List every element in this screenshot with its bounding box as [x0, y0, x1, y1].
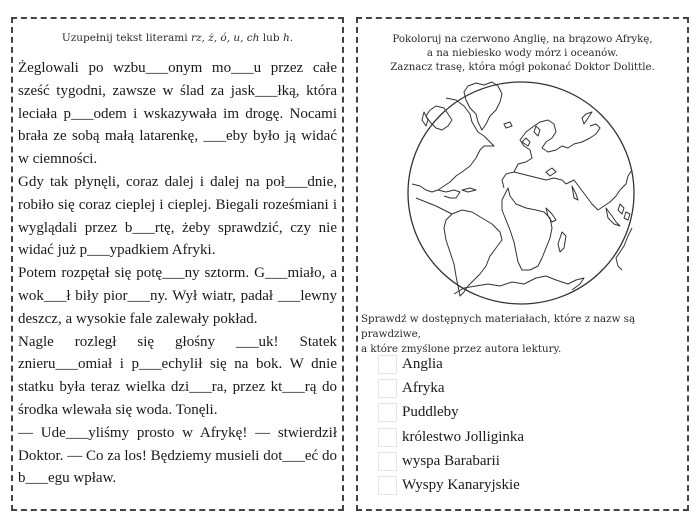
story-paragraph: Nagle rozległ się głośny ___uk! Statek znieru___omiał i p___echylił się na bok. W dnie statku była teraz wielka dzi___ra, przez kt___rą do środka wlewała się woda. Tonęli.: [18, 333, 337, 418]
checklist-label: wyspa Barabarii: [402, 452, 500, 469]
checkbox[interactable]: [378, 476, 397, 495]
instruction-text-middle: lub: [259, 32, 283, 44]
story-text: [18, 57, 337, 490]
checklist-item[interactable]: [378, 473, 524, 497]
story-paragraph: Żeglowali po wzbu___onym mo___u przez całe sześć tygodni, zawsze w ślad za jask___łką, która leciała p___odem i wskazywała im drogę. Nocami brała ze sobą małą latarenkę, ___eby było ją widać w ciemności.: [18, 60, 337, 168]
checkbox[interactable]: [378, 379, 397, 398]
instruction-line: Sprawdź w dostępnych materiałach, które z nazw są prawdziwe,: [361, 313, 636, 340]
checkbox[interactable]: [378, 355, 397, 374]
checklist-label: Puddleby: [402, 404, 459, 421]
checkbox[interactable]: [378, 452, 397, 471]
checklist-label: Afryka: [402, 379, 445, 396]
checkbox[interactable]: [378, 428, 397, 447]
checklist-item[interactable]: [378, 425, 524, 449]
map-and-names-panel: [356, 17, 689, 511]
checklist-label: Anglia: [402, 355, 443, 372]
instruction-line: a na niebiesko wody mórz i oceanów.: [426, 48, 619, 59]
checklist-label: Wyspy Kanaryjskie: [402, 477, 520, 494]
instruction-line: a które zmyślone przez autora lektury.: [361, 343, 562, 355]
names-checklist: [378, 352, 524, 498]
world-globe-icon: [406, 80, 636, 306]
checklist-item[interactable]: [378, 449, 524, 473]
instruction-text: Uzupełnij tekst literami: [61, 32, 191, 44]
story-paragraph: Gdy tak płynęli, coraz dalej i dalej na poł___dnie, robiło się coraz cieplej i cieplej. Biegali roześmiani i wyglądali przez b___rtę, żeby sprawdzić, czy nie widać już p___ypadkiem Afryki.: [18, 173, 337, 259]
instruction-suffix: .: [289, 32, 294, 44]
checklist-item[interactable]: [378, 401, 524, 425]
checkbox[interactable]: [378, 403, 397, 422]
fill-in-instruction: [13, 31, 342, 45]
story-paragraph: — Ude___yliśmy prosto w Afrykę! — stwierdził Doktor. — Co za los! Będziemy musieli dot___eć do b___egu wpław.: [18, 424, 337, 487]
checklist-item[interactable]: [378, 352, 524, 376]
checklist-label: królestwo Jolliginka: [402, 428, 525, 445]
checklist-item[interactable]: [378, 376, 524, 400]
names-instruction: [361, 312, 683, 357]
instruction-last-letter: h: [282, 32, 290, 44]
coloring-instruction: [358, 33, 687, 75]
instruction-line: Zaznacz trasę, która mógł pokonać Doktor Dolittle.: [390, 62, 655, 73]
story-paragraph: Potem rozpętał się potę___ny sztorm. G___miało, a wok___ł biły pior___ny. Wył wiatr, padał ___lewny deszcz, a wysokie fale zalewały pokład.: [18, 265, 337, 327]
instruction-letters: rz, ż, ó, u, ch: [190, 32, 260, 44]
fill-in-letters-panel: [11, 17, 344, 511]
instruction-line: Pokoloruj na czerwono Anglię, na brązowo Afrykę,: [392, 34, 653, 45]
